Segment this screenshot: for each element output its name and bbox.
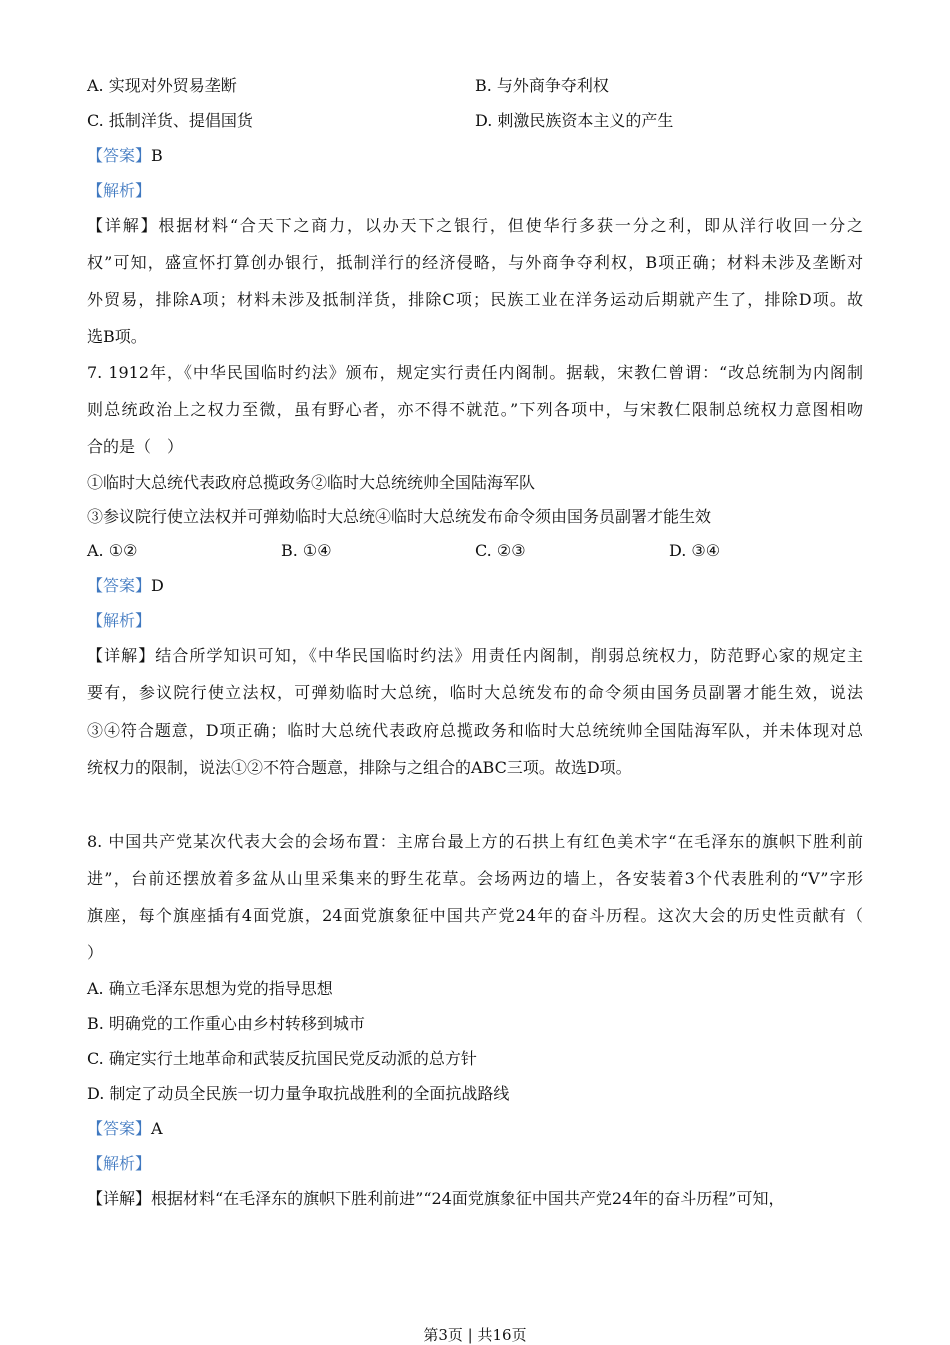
q7-analysis-tag: 【解析】 [87,611,152,630]
q6-option-a: A. 实现对外贸易垄断 [87,76,237,95]
q6-option-c: C. 抵制洋货、提倡国货 [87,111,253,130]
answer-tag: 【答案】 [87,146,152,165]
q7-option-c: C. ②③ [475,541,526,560]
q8-detail-line: 【详解】根据材料“在毛泽东的旗帜下胜利前进”“24面党旗象征中国共产党24年的奋斗历程”可知， [87,1189,785,1208]
q7-stem-line: 则总统政治上之权力至微，虽有野心者，亦不得不就范。”下列各项中，与宋教仁限制总统权力意图相吻 [87,400,863,419]
q8-option-b: B. 明确党的工作重心由乡村转移到城市 [87,1014,365,1033]
q8-stem-line: 8. 中国共产党某次代表大会的会场布置：主席台最上方的石拱上有红色美术字“在毛泽东的旗帜下胜利前 [87,832,863,851]
q7-option-a: A. ①② [87,541,138,560]
q7-stem-line: 7. 1912年，《中华民国临时约法》颁布，规定实行责任内阁制。据载，宋教仁曾谓：“改总统制为内阁制 [87,363,863,382]
q6-detail-line: 选B项。 [87,327,147,346]
q6-detail-line: 外贸易，排除A项；材料未涉及抵制洋货，排除C项；民族工业在洋务运动后期就产生了，排除D项。故 [87,290,863,309]
q7-statement: ③参议院行使立法权并可弹劾临时大总统④临时大总统发布命令须由国务员副署才能生效 [87,507,712,526]
q8-option-a: A. 确立毛泽东思想为党的指导思想 [87,979,333,998]
q7-statement: ①临时大总统代表政府总揽政务②临时大总统统帅全国陆海军队 [87,473,536,492]
q6-detail-line: 权”可知，盛宣怀打算创办银行，抵制洋行的经济侵略，与外商争夺利权，B项正确；材料未涉及垄断对 [87,253,863,272]
answer-tag: 【答案】 [87,576,152,595]
answer-value: D [151,576,164,595]
q6-analysis-tag: 【解析】 [87,181,152,200]
q7-detail-line: 要有，参议院行使立法权，可弹劾临时大总统，临时大总统发布的命令须由国务员副署才能生效，说法 [87,683,863,702]
q7-detail-line: ③④符合题意，D项正确；临时大总统代表政府总揽政务和临时大总统统帅全国陆海军队，并未体现对总 [87,721,863,740]
q7-stem-line: 合的是（ ） [87,437,184,456]
q7-option-b: B. ①④ [281,541,332,560]
q7-option-d: D. ③④ [669,541,721,560]
answer-value: A [151,1119,163,1138]
q8-option-d: D. 制定了动员全民族一切力量争取抗战胜利的全面抗战路线 [87,1084,510,1103]
page-footer: 第3页 | 共16页 [423,1326,527,1344]
q8-answer [87,1119,163,1139]
answer-value: B [151,146,163,165]
q6-option-b: B. 与外商争夺利权 [475,76,609,95]
q8-option-c: C. 确定实行土地革命和武装反抗国民党反动派的总方针 [87,1049,477,1068]
q6-option-d: D. 刺激民族资本主义的产生 [475,111,674,130]
q7-answer [87,576,164,596]
q7-detail-line: 【详解】结合所学知识可知，《中华民国临时约法》用责任内阁制，削弱总统权力，防范野心家的规定主 [87,646,863,665]
q6-detail-line: 【详解】根据材料“合天下之商力，以办天下之银行，但使华行多获一分之利，即从洋行收回一分之 [87,216,863,235]
answer-tag: 【答案】 [87,1119,152,1138]
q8-analysis-tag: 【解析】 [87,1154,152,1173]
q6-answer [87,146,163,166]
q8-stem-line: 旗座，每个旗座插有4面党旗，24面党旗象征中国共产党24年的奋斗历程。这次大会的历史性贡献有（ [87,906,863,925]
q8-stem-line: 进”，台前还摆放着多盆从山里采集来的野生花草。会场两边的墙上，各安装着3个代表胜利的“V”字形 [87,869,863,888]
q8-stem-line: ） [87,943,104,962]
q7-detail-line: 统权力的限制，说法①②不符合题意，排除与之组合的ABC三项。故选D项。 [87,758,632,777]
